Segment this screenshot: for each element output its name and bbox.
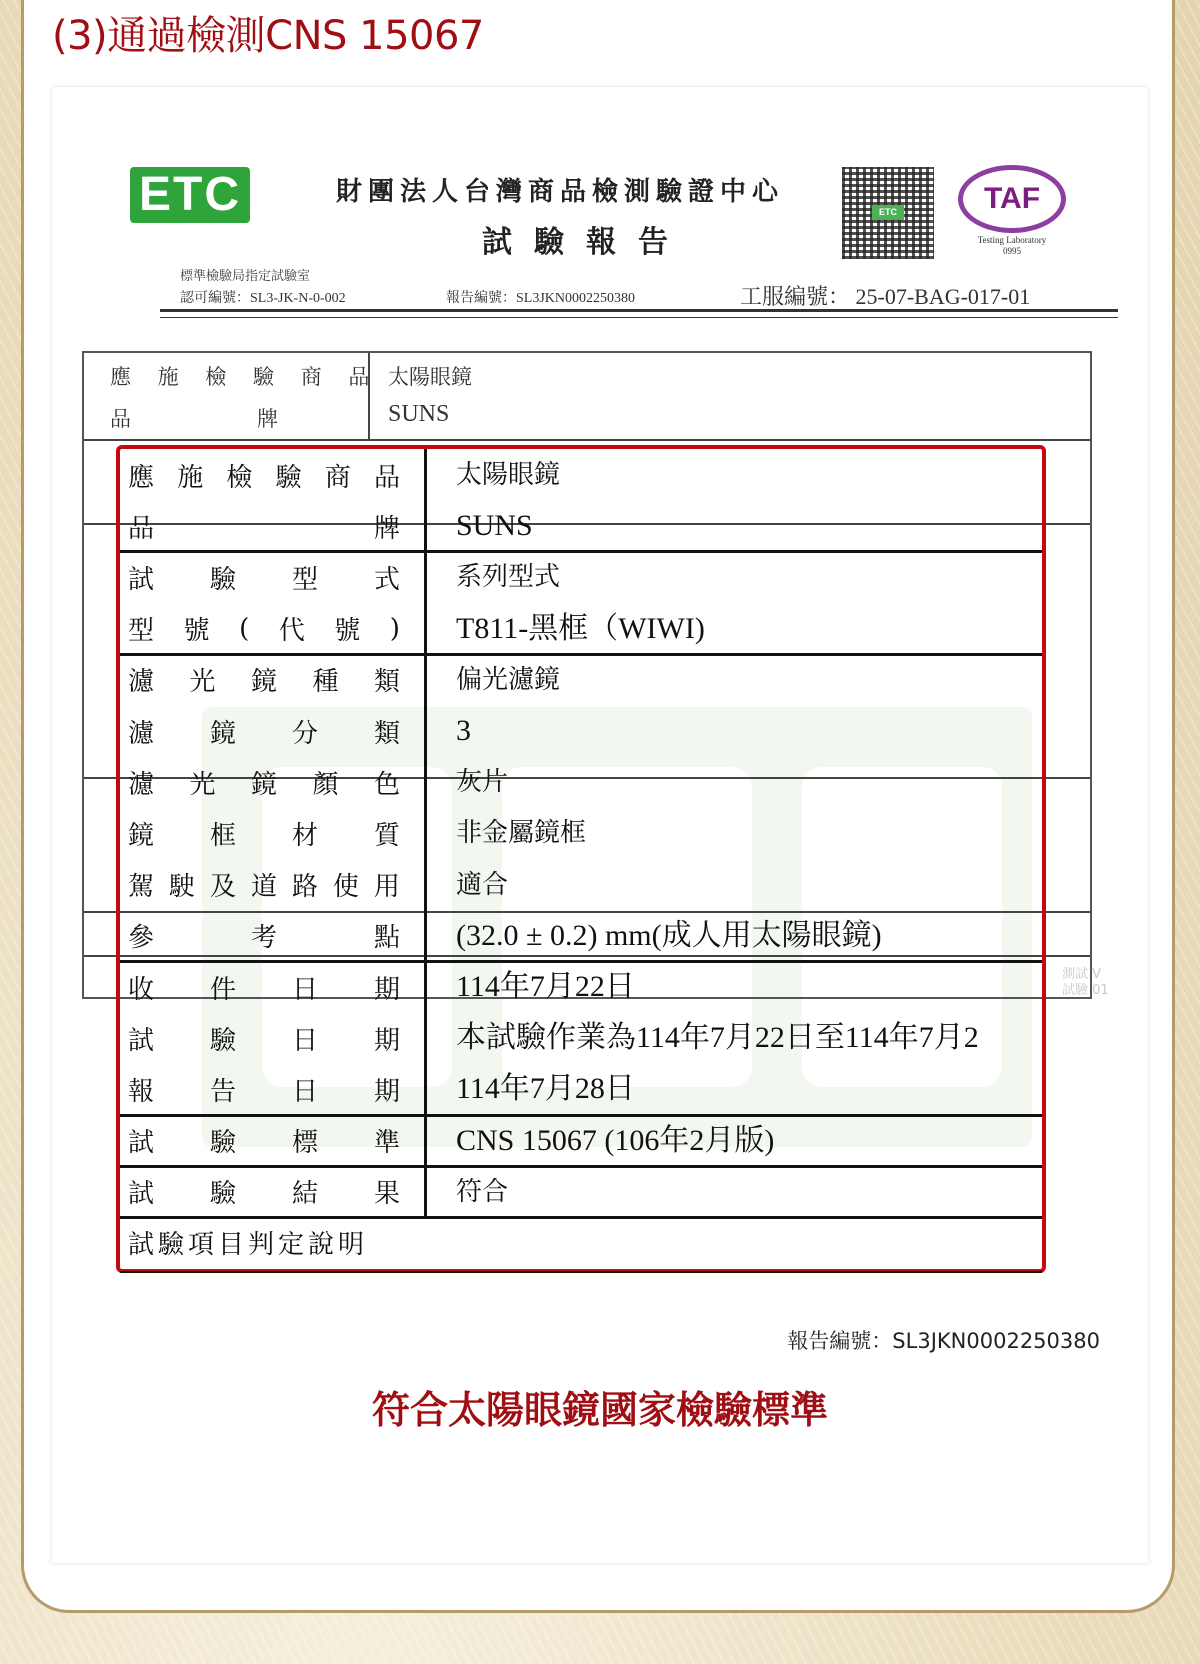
label-char: 報 [128, 1076, 155, 1107]
label-char: 試 [128, 1179, 155, 1210]
table-row [120, 1012, 1042, 1064]
label-char: 類 [373, 718, 400, 749]
row-label [128, 603, 400, 655]
label-char: 材 [291, 820, 318, 851]
label-char: 代 [278, 616, 305, 647]
label-char: 驗 [209, 564, 236, 595]
label-char: 及 [209, 872, 236, 903]
table-row [120, 807, 1042, 859]
table-row [120, 910, 1042, 962]
row-value: T811-黑框（WIWI) [456, 611, 705, 645]
row-label [128, 449, 400, 501]
row-value: 偏光濾鏡 [456, 664, 561, 695]
label-char: 濾 [128, 769, 155, 800]
label-char: 告 [209, 1076, 236, 1107]
label-char: 施 [177, 462, 204, 493]
row-label [128, 961, 400, 1013]
label-char: 期 [373, 1025, 400, 1056]
label-char: 件 [209, 974, 236, 1005]
label-char: 試 [128, 564, 155, 595]
row-value: SUNS [456, 509, 533, 543]
label-char: 鏡 [209, 718, 236, 749]
label-char: ) [389, 613, 400, 644]
qr-etc-badge: ETC [872, 205, 904, 220]
stamp-text-line1: 測試 V [1062, 967, 1102, 982]
label-char: 驗 [209, 1025, 236, 1056]
row-value: 符合 [456, 1176, 509, 1207]
label-char: 鏡 [128, 820, 155, 851]
label-char: 駛 [168, 872, 195, 903]
qr-code-icon [842, 167, 934, 259]
row-value: 非金屬鏡框 [456, 818, 587, 849]
label-char: 類 [373, 667, 400, 698]
accreditation-number: 認可編號：SL3-JK-N-0-002 [180, 291, 346, 306]
row-value: CNS 15067 (106年2月版) [456, 1123, 775, 1157]
label-char: 日 [291, 1025, 318, 1056]
taf-caption-line1: Testing Laboratory [977, 235, 1047, 245]
table-bottom-rule [120, 1271, 1042, 1273]
row-label [128, 1115, 400, 1167]
label-char: 鏡 [250, 667, 277, 698]
conclusion-text: 符合太陽眼鏡國家檢驗標準 [371, 1388, 828, 1432]
highlighted-report-table [116, 445, 1046, 1273]
row-value: 3 [456, 714, 471, 747]
bg-value: SUNS [388, 401, 450, 427]
bg-value: 太陽眼鏡 [388, 365, 472, 389]
table-row [120, 603, 1042, 655]
bg-label: 品 牌 [110, 407, 278, 431]
label-char: 品 [373, 462, 400, 493]
label-char: 驗 [275, 462, 302, 493]
row-label [128, 807, 400, 859]
label-char: 色 [373, 769, 400, 800]
label-char: 期 [373, 974, 400, 1005]
label-char: 分 [291, 718, 318, 749]
label-char: 型 [128, 616, 155, 647]
row-label [128, 1063, 400, 1115]
table-row [120, 551, 1042, 603]
designated-lab-label: 標準檢驗局指定試驗室 [180, 269, 311, 284]
label-char: 牌 [373, 513, 400, 544]
bg-label: 應 施 檢 驗 商 品 [110, 365, 380, 389]
row-label [128, 1166, 400, 1218]
judgement-note-label: 試驗項目判定說明 [128, 1230, 369, 1260]
table-row [120, 961, 1042, 1013]
table-row [120, 1115, 1042, 1167]
bg-row-rule [84, 439, 1090, 441]
label-char: 顏 [312, 769, 339, 800]
row-label [128, 705, 400, 757]
table-row [120, 1063, 1042, 1115]
label-char: 式 [373, 564, 400, 595]
label-char: 點 [373, 923, 400, 954]
row-label [128, 910, 400, 962]
column-divider [424, 449, 427, 1217]
taf-logo-icon: TAF [958, 165, 1066, 233]
label-char: 品 [128, 513, 155, 544]
table-row [120, 859, 1042, 911]
label-char: 框 [209, 820, 236, 851]
label-char: 驗 [209, 1128, 236, 1159]
row-label [128, 859, 400, 911]
row-value: 114年7月28日 [456, 1072, 635, 1106]
label-char: 光 [189, 769, 216, 800]
label-char: 應 [128, 462, 155, 493]
label-char: 鏡 [250, 769, 277, 800]
table-row [120, 654, 1042, 706]
label-char: 種 [312, 667, 339, 698]
label-char: 標 [291, 1128, 318, 1159]
label-char: 收 [128, 974, 155, 1005]
row-value: 灰片 [456, 767, 509, 798]
label-char: 用 [373, 872, 400, 903]
stamp-text [1062, 967, 1109, 999]
row-label [128, 500, 400, 552]
row-label [128, 756, 400, 808]
etc-logo: ETC [130, 167, 250, 223]
label-char: 結 [291, 1179, 318, 1210]
label-char: 果 [373, 1179, 400, 1210]
taf-caption [952, 235, 1072, 257]
label-char: ( [239, 613, 250, 644]
organization-name: 財團法人台灣商品檢測驗證中心 [336, 177, 785, 207]
label-char: 考 [250, 923, 277, 954]
label-char: 質 [373, 820, 400, 851]
label-char: 參 [128, 923, 155, 954]
report-card [52, 87, 1148, 1563]
label-char: 檢 [226, 462, 253, 493]
label-char: 道 [250, 872, 277, 903]
label-char: 商 [324, 462, 351, 493]
stamp-text-line2: 試驗 01 [1062, 983, 1109, 998]
factory-number: 工服編號： 25-07-BAG-017-01 [740, 284, 1031, 309]
label-char: 驗 [209, 1179, 236, 1210]
row-label [128, 1012, 400, 1064]
label-char: 試 [128, 1128, 155, 1159]
label-char: 型 [291, 564, 318, 595]
label-char: 期 [373, 1076, 400, 1107]
label-char: 準 [373, 1128, 400, 1159]
row-value: 本試驗作業為114年7月22日至114年7月2 [456, 1021, 979, 1055]
report-title: 試驗報告 [482, 225, 690, 260]
label-char: 日 [291, 1076, 318, 1107]
row-value: 太陽眼鏡 [456, 460, 561, 490]
row-value: 適合 [456, 869, 509, 900]
label-char: 使 [332, 872, 359, 903]
row-label [128, 551, 400, 603]
label-char: 日 [291, 974, 318, 1005]
header-double-rule [160, 309, 1118, 318]
table-row [120, 756, 1042, 808]
label-char: 光 [189, 667, 216, 698]
label-char: 駕 [128, 872, 155, 903]
table-row [120, 500, 1042, 552]
report-table-body [120, 449, 1042, 1269]
label-char: 濾 [128, 667, 155, 698]
row-value: (32.0 ± 0.2) mm(成人用太陽眼鏡) [456, 918, 882, 952]
row-value: 114年7月22日 [456, 970, 635, 1003]
label-char: 路 [291, 872, 318, 903]
table-row [120, 1166, 1042, 1218]
report-reference: 報告編號：SL3JKN0002250380 [787, 1329, 1100, 1353]
label-char: 試 [128, 1025, 155, 1056]
table-row [120, 705, 1042, 757]
table-row [120, 449, 1042, 501]
section-heading: (3)通過檢測CNS 15067 [52, 13, 484, 59]
taf-caption-line2: 0995 [1003, 246, 1021, 256]
label-char: 濾 [128, 718, 155, 749]
report-number: 報告編號：SL3JKN0002250380 [446, 291, 636, 306]
label-char: 號 [334, 616, 361, 647]
row-value: 系列型式 [456, 562, 561, 593]
row-label [128, 654, 400, 706]
label-char: 號 [183, 616, 210, 647]
